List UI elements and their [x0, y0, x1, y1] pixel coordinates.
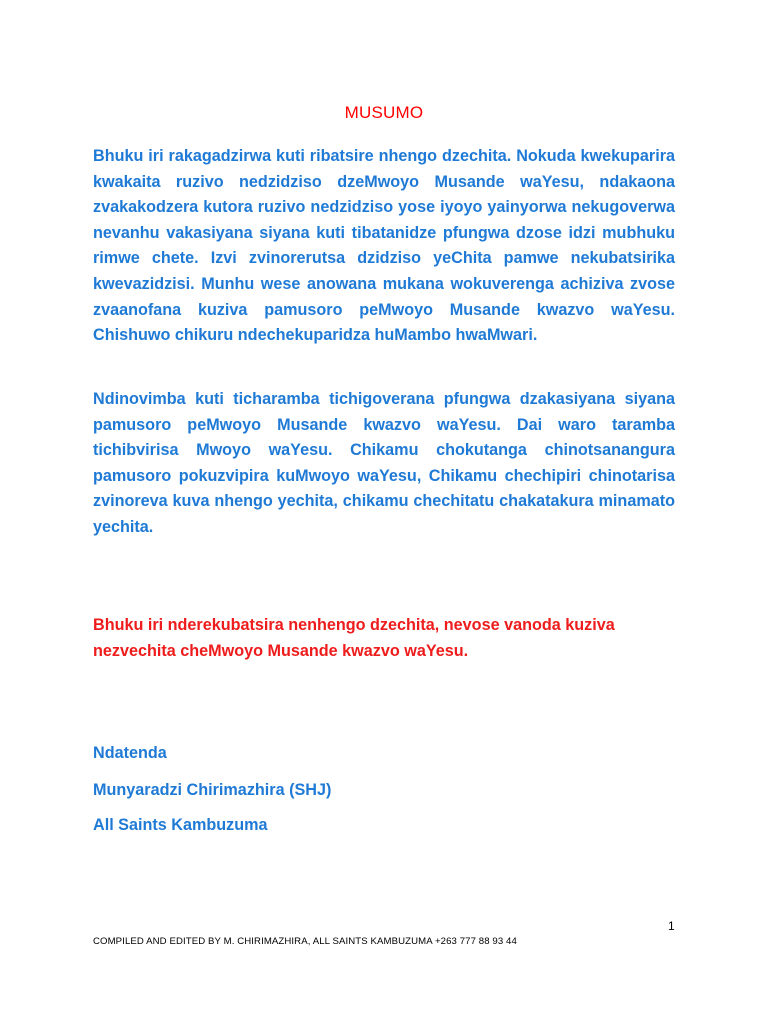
intro-paragraph: Bhuku iri rakagadzirwa kuti ribatsire nhengo dzechita. Nokuda kwekuparira kwakaita ruzivo nedzidziso dzeMwoyo Musande waYesu, ndakaona zvakakodzera kutora ruzivo nedzidziso yose iyoyo yainyorwa nekugoverwa nevanhu vakasiyana siyana kuti tibatanidze pfungwa dzose idzi mubhuku rimwe chete. Izvi zvinorerutsa dzidziso yeChita pamwe nekubatsirika kwevazidzisi. Munhu wese anowana mukana wokuverenga achiziva zvose zvaanofana kuziva pamusoro peMwoyo Musande kwazvo waYesu. Chishuwo chikuru ndechekuparidza huMambo hwaMwari.	[93, 147, 675, 345]
page-number: 1	[668, 919, 675, 933]
signature-closing: Ndatenda	[93, 744, 167, 762]
second-paragraph: Ndinovimba kuti ticharamba tichigoverana pfungwa dzakasiyana siyana pamusoro peMwoyo Musande kwazvo waYesu. Dai waro taramba tichibvirisa Mwoyo waYesu. Chikamu chokutanga chinotsanangura pamusoro pokuzvipira kuMwoyo waYesu, Chikamu chechipiri chinotarisa zvinoreva kuva nhengo yechita, chikamu chechitatu chakatakura minamato yechita.	[93, 390, 675, 536]
signature-name: Munyaradzi Chirimazhira (SHJ)	[93, 781, 332, 799]
highlight-paragraph: Bhuku iri nderekubatsira nenhengo dzechita, nevose vanoda kuziva nezvechita cheMwoyo Musande kwazvo waYesu.	[93, 616, 615, 660]
signature-place: All Saints Kambuzuma	[93, 816, 268, 834]
page-title: MUSUMO	[344, 103, 424, 122]
page-footer: COMPILED AND EDITED BY M. CHIRIMAZHIRA, ALL SAINTS KAMBUZUMA +263 777 88 93 44	[93, 936, 517, 947]
